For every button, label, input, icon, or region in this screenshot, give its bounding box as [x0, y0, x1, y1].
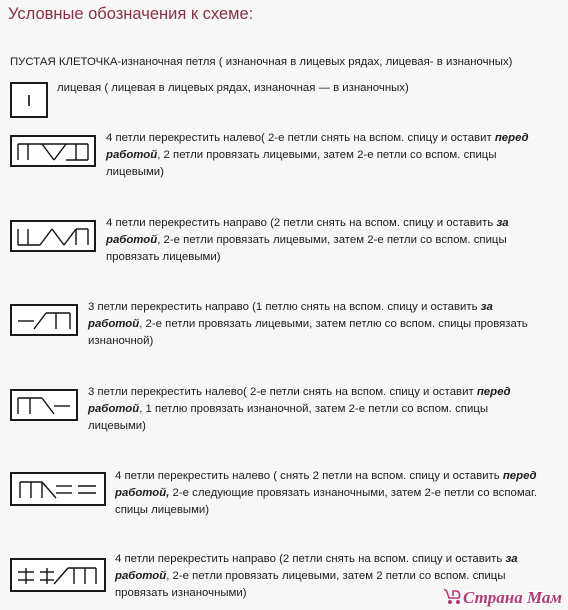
watermark-text: Страна Мам [462, 588, 562, 607]
empty-cell-description [10, 55, 560, 69]
stroller-logo-icon [441, 587, 463, 605]
cross-4-right-knit-icon [10, 220, 96, 252]
legend-entry-text: 4 петли перекрестить налево ( снять 2 петли на вспом. спицу и оставить перед работой, 2-е следующие провязать изнаночными, затем 2-е петли со вспомаг. спицы лицевыми) [115, 470, 537, 516]
cross-3-left-purl-icon [10, 389, 78, 421]
cross-4-right-purl-icon [10, 558, 106, 592]
legend-entry-text: 3 петли перекрестить налево( 2-е петли снять на вспом. спицу и оставит перед работой, 1 петлю провязать изнаночной, затем 2-е петли со вспом. спицы лицевыми) [88, 386, 511, 432]
legend-entry-text: 4 петли перекрестить направо (2 петли снять на вспом. спицу и оставить за работой, 2-е петли провязать лицевыми, затем 2 петли со вспом. спицы провязать изнаночными) [115, 553, 518, 599]
legend-entry-text: лицевая ( лицевая в лицевых рядах, изнаночная — в изнаночных) [57, 82, 409, 94]
cross-4-left-knit-icon [10, 135, 96, 167]
empty-cell-text: изнаночная петля ( изнаночная в лицевых рядах, лицевая- в изнаночных) [121, 56, 513, 68]
legend-entry-text: 3 петли перекрестить направо (1 петлю снять на вспом. спицу и оставить за работой, 2-е петли провязать лицевыми, затем петлю со вспом. спицы провязать изнаночной) [88, 301, 528, 347]
knit-stitch-icon [10, 82, 48, 118]
cross-3-right-purl-icon [10, 304, 78, 336]
empty-cell-label: ПУСТАЯ КЛЕТОЧКА- [10, 56, 122, 68]
page-heading: Условные обозначения к схеме: [8, 5, 254, 23]
watermark [441, 587, 562, 608]
legend-entry-text: 4 петли перекрестить налево( 2-е петли снять на вспом. спицу и оставит перед работой, 2 петли провязать лицевыми, затем 2-е петли со вспом. спицы лицевыми) [106, 132, 529, 178]
legend-entry-text: 4 петли перекрестить направо (2 петли снять на вспом. спицу и оставить за работой, 2-е петли провязать лицевыми, затем 2-е петли со вспом. спицы провязать лицевыми) [106, 217, 509, 263]
cross-4-left-purl-icon [10, 472, 106, 506]
